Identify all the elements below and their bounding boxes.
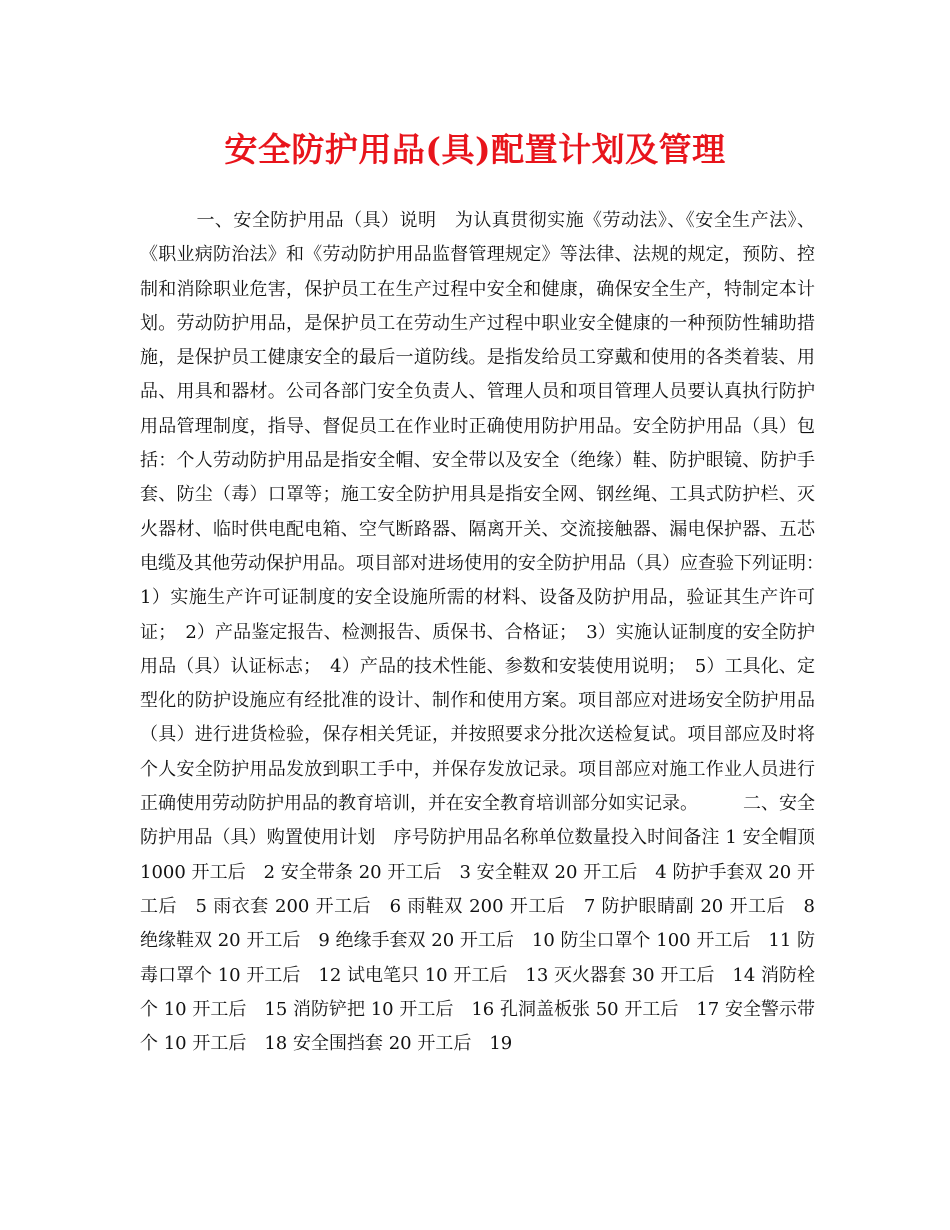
- body-paragraph: [140, 204, 833, 1061]
- body-text: 一、安全防护用品（具）说明 为认真贯彻实施《劳动法》、《安全生产法》、《职业病防治法》和《劳动防护用品监督管理规定》等法律、法规的规定，预防、控制和消除职业危害，保护员工在生产过程中安全和健康，确保安全生产，特制定本计划。劳动防护用品，是保护员工在劳动生产过程中职业安全健康的一种预防性辅助措施，是保护员工健康安全的最后一道防线。是指发给员工穿戴和使用的各类着装、用品、用具和器材。公司各部门安全负责人、管理人员和项目管理人员要认真执行防护用品管理制度，指导、督促员工在作业时正确使用防护用品。安全防护用品（具）包括：个人劳动防护用品是指安全帽、安全带以及安全（绝缘）鞋、防护眼镜、防护手套、防尘（毒）口罩等；施工安全防护用具是指安全网、钢丝绳、工具式防护栏、灭火器材、临时供电配电箱、空气断路器、隔离开关、交流接触器、漏电保护器、五芯电缆及其他劳动保护用品。项目部对进场使用的安全防护用品（具）应查验下列证明： 1）实施生产许可证制度的安全设施所需的材料、设备及防护用品，验证其生产许可证； 2）产品鉴定报告、检测报告、质保书、合格证； 3）实施认证制度的安全防护用品（具）认证标志； 4）产品的技术性能、参数和安装使用说明； 5）工具化、定型化的防护设施应有经批准的设计、制作和使用方案。项目部应对进场安全防护用品（具）进行进货检验，保存相关凭证，并按照要求分批次送检复试。项目部应及时将个人安全防护用品发放到职工手中，并保存发放记录。项目部应对施工作业人员进行正确使用劳动防护用品的教育培训，并在安全教育培训部分如实记录。 二、安全防护用品（具）购置使用计划 序号防护用品名称单位数量投入时间备注 1 安全帽顶 1000 开工后 2 安全带条 20 开工后 3 安全鞋双 20 开工后 4 防护手套双 20 开工后 5 雨衣套 200 开工后 6 雨鞋双 200 开工后 7 防护眼睛副 20 开工后 8 绝缘鞋双 20 开工后 9 绝缘手套双 20 开工后 10 防尘口罩个 100 开工后 11 防毒口罩个 10 开工后 12 试电笔只 10 开工后 13 灭火器套 30 开工后 14 消防栓个 10 开工后 15 消防铲把 10 开工后 16 孔洞盖板张 50 开工后 17 安全警示带个 10 开工后 18 安全围挡套 20 开工后 19: [140, 210, 833, 1055]
- page-title: 安全防护用品(具)配置计划及管理: [224, 130, 726, 169]
